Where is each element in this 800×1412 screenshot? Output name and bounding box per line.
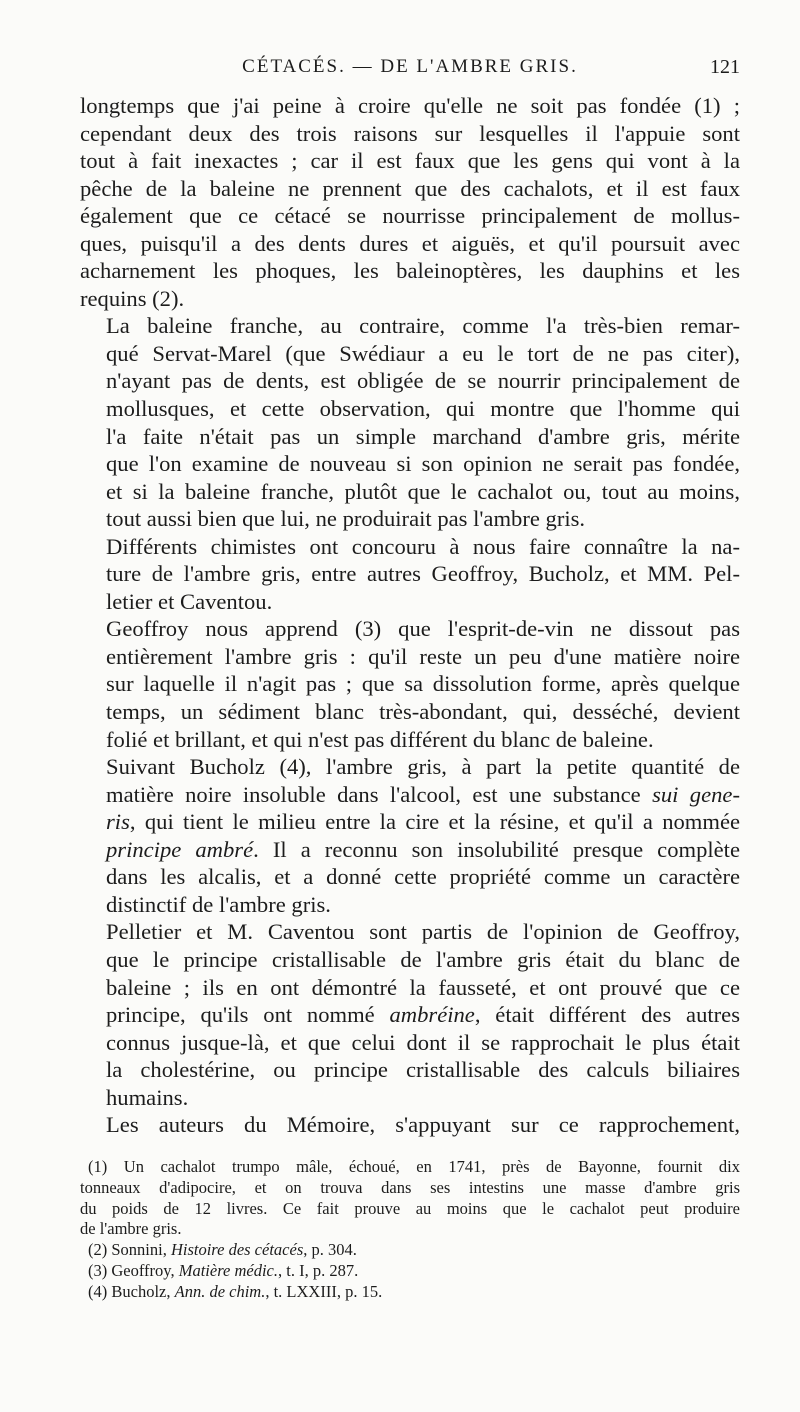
text-line: sur laquelle il n'agit pas ; que sa dissolution forme, après quelque	[106, 671, 740, 697]
running-title: CÉTACÉS. — DE L'AMBRE GRIS.	[242, 56, 578, 77]
text-line: baleine ; ils en ont démontré la fausseté, et ont prouvé que ce	[106, 974, 740, 1000]
body-text	[80, 92, 740, 1139]
page-number: 121	[710, 56, 740, 78]
footnote	[80, 1157, 740, 1240]
text-line: principe ambré. Il a reconnu son insolubilité presque complète	[106, 836, 740, 862]
paragraph	[80, 1111, 740, 1139]
text-line: cependant deux des trois raisons sur lesquelles il l'appuie sont	[80, 120, 740, 146]
text-line: longtemps que j'ai peine à croire qu'elle ne soit pas fondée (1) ;	[80, 93, 740, 118]
text-line: folié et brillant, et qui n'est pas différent du blanc de baleine.	[106, 726, 654, 752]
footnote	[80, 1261, 740, 1282]
paragraph	[80, 92, 740, 312]
text-line: Les auteurs du Mémoire, s'appuyant sur ce rapprochement,	[106, 1112, 740, 1138]
footnote-line: de l'ambre gris.	[80, 1219, 182, 1239]
footnote-line: (4) Bucholz, Ann. de chim., t. LXXIII, p. 15.	[88, 1281, 383, 1301]
text-line: ris, qui tient le milieu entre la cire et la résine, et qu'il a nommée	[106, 809, 740, 835]
text-line: pêche de la baleine ne prennent que des cachalots, et il est faux	[80, 175, 740, 201]
text-line: Suivant Bucholz (4), l'ambre gris, à part la petite quantité de	[106, 754, 740, 780]
footnote	[80, 1282, 740, 1303]
footnote-line: tonneaux d'adipocire, et on trouva dans ses intestins une masse d'ambre gris	[80, 1177, 740, 1197]
text-line: dans les alcalis, et a donné cette propriété comme un caractère	[106, 864, 740, 890]
text-line: Geoffroy nous apprend (3) que l'esprit-de-vin ne dissout pas	[106, 616, 740, 642]
text-line: principe, qu'ils ont nommé ambréine, était différent des autres	[106, 1002, 740, 1028]
paragraph	[80, 312, 740, 532]
text-line: tout à fait inexactes ; car il est faux que les gens qui vont à la	[80, 148, 740, 174]
text-line: que l'on examine de nouveau si son opinion ne serait pas fondée,	[106, 451, 740, 477]
text-line: n'ayant pas de dents, est obligée de se nourrir principalement de	[106, 368, 740, 394]
text-line: letier et Caventou.	[106, 588, 273, 614]
text-line: Pelletier et M. Caventou sont partis de l'opinion de Geoffroy,	[106, 919, 740, 945]
text-line: l'a faite n'était pas un simple marchand d'ambre gris, mérite	[106, 423, 740, 449]
text-line: que le principe cristallisable de l'ambre gris était du blanc de	[106, 946, 740, 972]
footnote-line: du poids de 12 livres. Ce fait prouve au moins que le cachalot peut produire	[80, 1198, 740, 1218]
text-line: entièrement l'ambre gris : qu'il reste un peu d'une matière noire	[106, 643, 740, 669]
text-line: également que ce cétacé se nourrisse principalement de mollus-	[80, 203, 740, 229]
text-line: matière noire insoluble dans l'alcool, est une substance sui gene-	[106, 781, 740, 807]
text-line: requins (2).	[80, 285, 185, 311]
text-line: mollusques, et cette observation, qui montre que l'homme qui	[106, 396, 740, 422]
paragraph	[80, 753, 740, 918]
text-line: humains.	[106, 1084, 189, 1110]
page-header	[80, 56, 740, 86]
text-line: tout aussi bien que lui, ne produirait pas l'ambre gris.	[106, 506, 586, 532]
text-line: La baleine franche, au contraire, comme l'a très-bien remar-	[106, 313, 740, 339]
text-line: acharnement les phoques, les baleinoptères, les dauphins et les	[80, 258, 740, 284]
text-line: ture de l'ambre gris, entre autres Geoffroy, Bucholz, et MM. Pel-	[106, 561, 740, 587]
text-line: ques, puisqu'il a des dents dures et aiguës, et qu'il poursuit avec	[80, 230, 740, 256]
text-line: la cholestérine, ou principe cristallisable des calculs biliaires	[106, 1057, 740, 1083]
footnote-line: (1) Un cachalot trumpo mâle, échoué, en 1741, près de Bayonne, fournit dix	[88, 1157, 740, 1176]
text-line: Différents chimistes ont concouru à nous faire connaître la na-	[106, 533, 740, 559]
text-line: connus jusque-là, et que celui dont il se rapprochait le plus était	[106, 1029, 740, 1055]
paragraph	[80, 615, 740, 753]
footnotes	[80, 1157, 740, 1303]
text-line: temps, un sédiment blanc très-abondant, qui, desséché, devient	[106, 699, 740, 725]
footnote-line: (2) Sonnini, Histoire des cétacés, p. 304.	[88, 1240, 357, 1260]
paragraph	[80, 533, 740, 616]
footnote	[80, 1240, 740, 1261]
text-line: distinctif de l'ambre gris.	[106, 891, 331, 917]
text-line: qué Servat-Marel (que Swédiaur a eu le tort de ne pas citer),	[106, 340, 740, 366]
text-line: et si la baleine franche, plutôt que le cachalot ou, tout au moins,	[106, 478, 740, 504]
footnote-line: (3) Geoffroy, Matière médic., t. I, p. 287.	[88, 1260, 359, 1280]
paragraph	[80, 918, 740, 1111]
